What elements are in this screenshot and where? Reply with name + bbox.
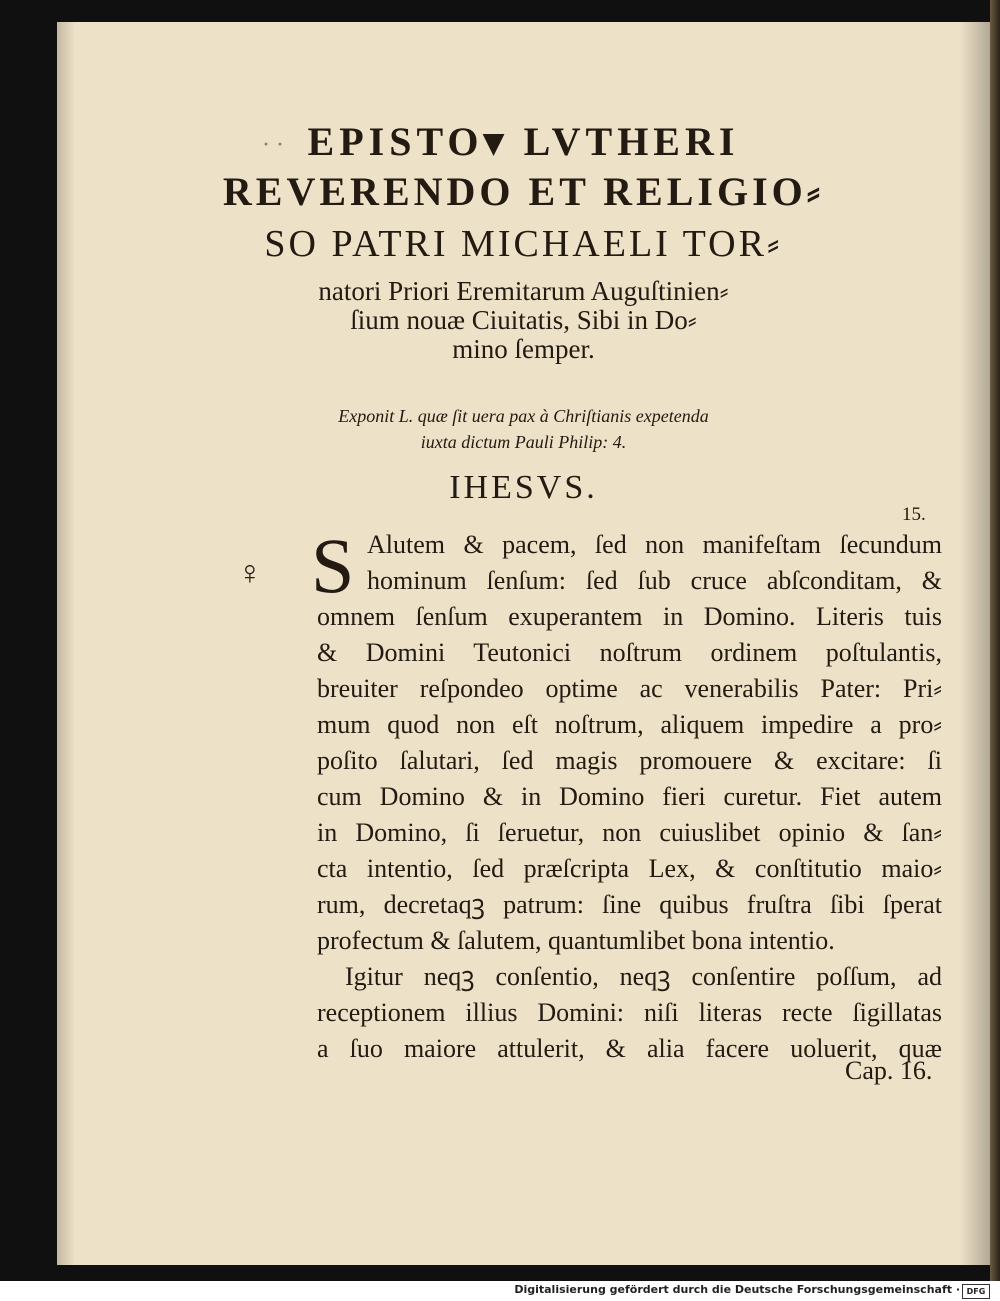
- footer-bar: [0, 1281, 1000, 1301]
- body-line-10: cta intentio, ſed præſcripta Lex, & conſtitutio maio⸗: [317, 854, 942, 883]
- next-page-edge: [990, 0, 1000, 1301]
- title-line-3: SO PATRI MICHAELI TOR⸗: [264, 223, 783, 265]
- body-line-1: Alutem & pacem, ſed non manifeſtam ſecundum: [367, 530, 942, 559]
- address-line-2: ſium nouæ Ciuitatis, Sibi in Do⸗: [350, 305, 697, 335]
- title-line-2: REVERENDO ET RELIGIO⸗: [222, 169, 825, 214]
- body-line-12: profectum & ſalutem, quantumlibet bona intentio.: [317, 926, 835, 955]
- summary-line-2: iuxta dictum Pauli Philip: 4.: [420, 432, 627, 452]
- address-line-3: mino ſemper.: [452, 334, 595, 364]
- summary-line-1: Exponit L. quæ ſit uera pax à Chriſtianis expetenda: [338, 406, 709, 426]
- marginal-dots: · ·: [262, 132, 284, 158]
- body-line-14: receptionem illius Domini: niſi literas recte ſigillatas: [317, 998, 942, 1027]
- body-line-8: cum Domino & in Domino fieri curetur. Fiet autem: [317, 782, 942, 811]
- drop-capital: S: [311, 522, 355, 609]
- title-line-1: EPISTO▾ LVTHERI: [307, 119, 740, 164]
- dfg-logo-icon: DFG: [962, 1284, 990, 1299]
- address-line-1: natori Priori Eremitarum Auguſtinien⸗: [318, 276, 729, 306]
- body-line-7: poſito ſalutari, ſed magis promouere & excitare: ſi: [317, 746, 942, 775]
- body-line-15: a ſuo maiore attulerit, & alia facere uoluerit, quæ: [317, 1034, 942, 1063]
- book-page: [57, 22, 990, 1265]
- body-line-11: rum, decretaqꝫ patrum: ſine quibus fruſtra ſibi ſperat: [317, 890, 942, 919]
- catchword: Cap. 16.: [845, 1056, 933, 1085]
- body-line-5: breuiter reſpondeo optime ac venerabilis Pater: Pri⸗: [317, 674, 942, 703]
- body-line-9: in Domino, ſi ſeruetur, non cuiuslibet opinio & ſan⸗: [317, 818, 942, 847]
- body-line-2: hominum ſenſum: ſed ſub cruce abſconditam, &: [367, 566, 942, 595]
- body-line-6: mum quod non eſt noſtrum, aliquem impedire a pro⸗: [317, 710, 942, 739]
- body-line-13: Igitur neqꝫ conſentio, neqꝫ conſentire poſſum, ad: [345, 962, 942, 991]
- folio-number: 15.: [902, 504, 926, 525]
- marginal-mark-icon: ♀: [237, 555, 263, 592]
- body-line-3: omnem ſenſum exuperantem in Domino. Literis tuis: [317, 602, 942, 631]
- jhesus-heading: IHESVS.: [449, 469, 598, 506]
- footer-credit: Digitalisierung gefördert durch die Deutsche Forschungsgemeinschaft ·: [514, 1283, 960, 1296]
- body-line-4: & Domini Teutonici noſtrum ordinem poſtulantis,: [317, 638, 942, 667]
